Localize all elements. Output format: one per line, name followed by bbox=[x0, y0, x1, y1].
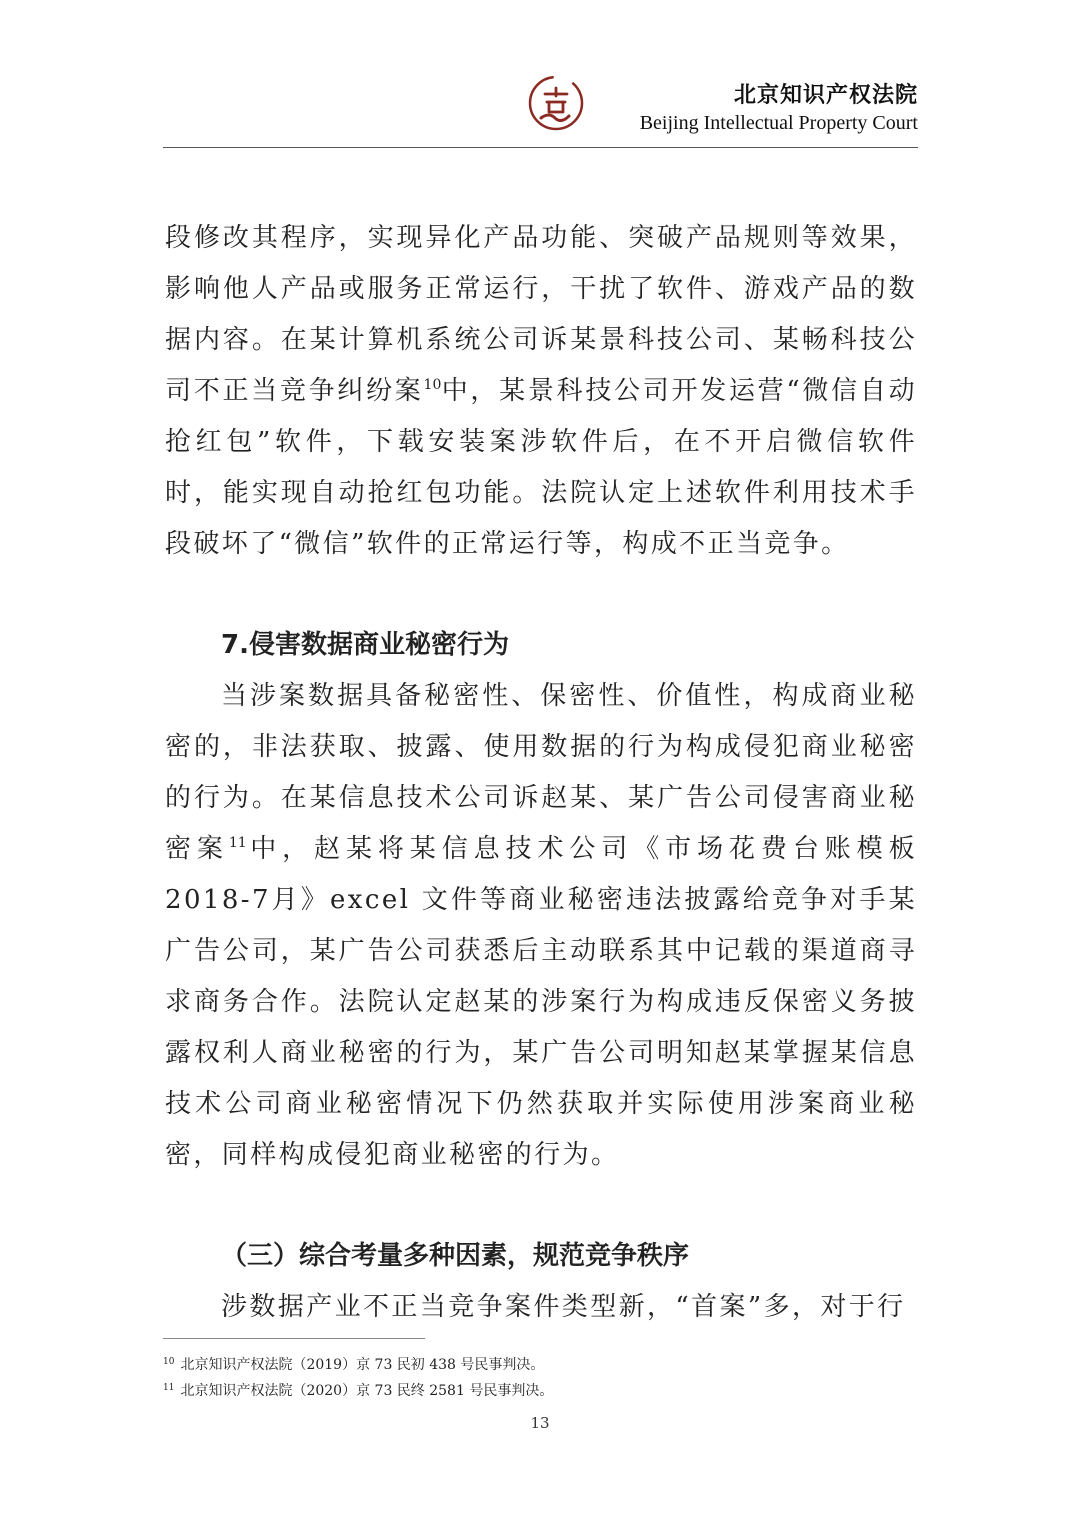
section-heading-7: 7.侵害数据商业秘密行为 bbox=[221, 630, 509, 660]
footnote-ref-11: 11 bbox=[228, 835, 247, 851]
page-body bbox=[165, 213, 917, 1333]
footnote-text: 北京知识产权法院（2020）京 73 民终 2581 号民事判决。 bbox=[180, 1383, 554, 1399]
paragraph-1-text-b: 中，某景科技公司开发运营“微信自动抢红包”软件，下载安装案涉软件后，在不开启微信软件时，能实现自动抢红包功能。法院认定上述软件利用技术手段破坏了“微信”软件的正常运行等，构成不正当竞争。 bbox=[165, 376, 918, 559]
footnotes bbox=[163, 1351, 918, 1403]
court-logo-icon bbox=[527, 74, 585, 132]
page-number: 13 bbox=[530, 1414, 550, 1432]
paragraph-3: 涉数据产业不正当竞争案件类型新，“首案”多，对于行 bbox=[221, 1292, 906, 1322]
paragraph-2 bbox=[165, 671, 917, 1181]
paragraph-2-text-a: 当涉案数据具备秘密性、保密性、价值性，构成商业秘密的，非法获取、披露、使用数据的行为构成侵犯商业秘密的行为。在某信息技术公司诉赵某、某广告公司侵害商业秘密案 bbox=[165, 681, 917, 864]
footnote-ref-10: 10 bbox=[423, 377, 442, 393]
footnote-mark: 10 bbox=[163, 1357, 175, 1367]
paragraph-1 bbox=[165, 213, 917, 570]
court-name-english: Beijing Intellectual Property Court bbox=[639, 112, 918, 134]
footnote-divider bbox=[163, 1338, 425, 1339]
footnote-text: 北京知识产权法院（2019）京 73 民初 438 号民事判决。 bbox=[180, 1357, 545, 1373]
section-heading-3: （三）综合考量多种因素，规范竞争秩序 bbox=[221, 1241, 690, 1271]
paragraph-2-text-b: 中，赵某将某信息技术公司《市场花费台账模板 2018-7月》excel 文件等商业秘密违法披露给竞争对手某广告公司，某广告公司获悉后主动联系其中记载的渠道商寻求商务合作。法院认定赵某的涉案行为构成违反保密义务披露权利人商业秘密的行为，某广告公司明知赵某掌握某信息技术公司商业秘密情况下仍然获取并实际使用涉案商业秘密，同样构成侵犯商业秘密的行为。 bbox=[165, 834, 917, 1170]
footnote-10 bbox=[163, 1351, 918, 1377]
page-header bbox=[163, 70, 918, 148]
court-name-chinese: 北京知识产权法院 bbox=[733, 83, 918, 108]
paragraph-1-text-a: 段修改其程序，实现异化产品功能、突破产品规则等效果，影响他人产品或服务正常运行，干扰了软件、游戏产品的数据内容。在某计算机系统公司诉某景科技公司、某畅科技公司不正当竞争纠纷案 bbox=[165, 223, 917, 406]
footnote-11 bbox=[163, 1377, 918, 1403]
footnote-mark: 11 bbox=[163, 1383, 175, 1393]
header-divider bbox=[163, 147, 918, 148]
